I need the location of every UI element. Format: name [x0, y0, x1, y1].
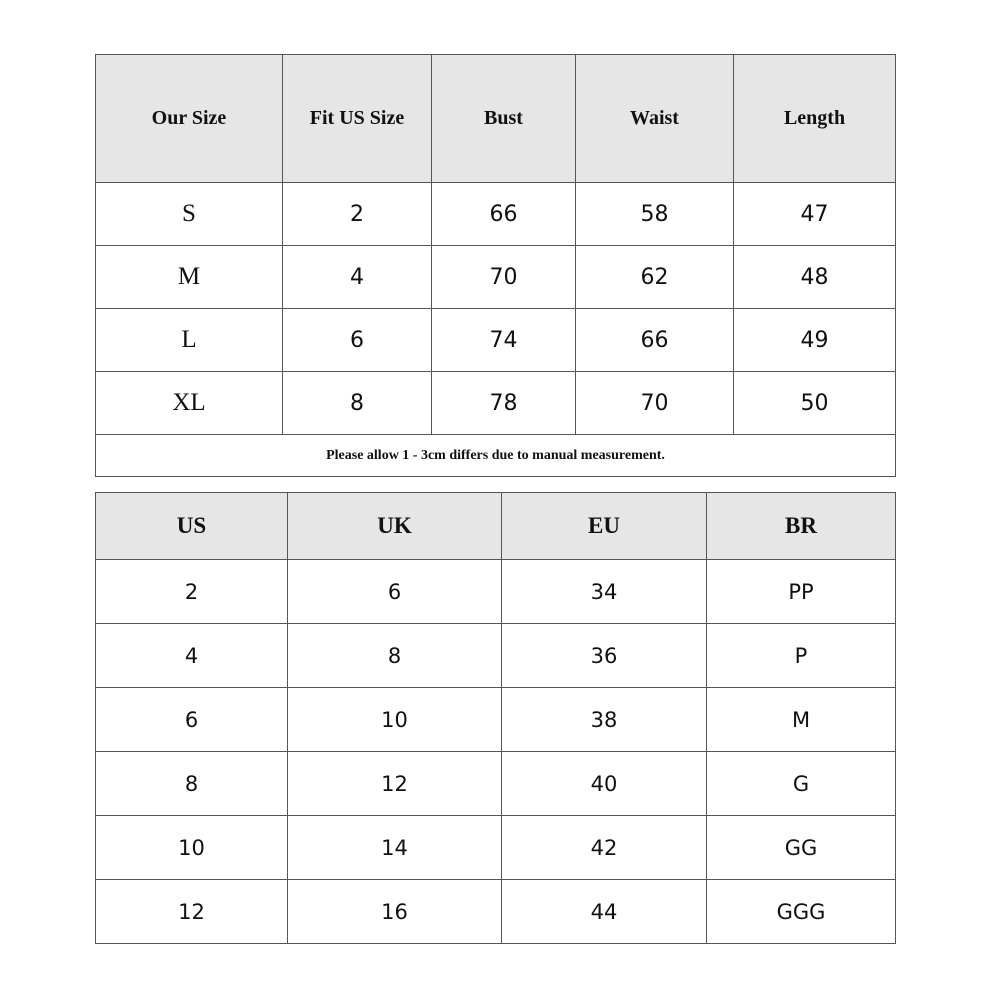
us-size-cell: 8 [96, 752, 288, 816]
conversion-header-row [96, 493, 896, 560]
us-size-cell: 4 [96, 624, 288, 688]
eu-size-cell: 34 [502, 560, 707, 624]
table-row [96, 309, 896, 372]
uk-size-cell: 14 [288, 816, 502, 880]
table-row [96, 560, 896, 624]
table-row [96, 816, 896, 880]
fit-us-size-cell: 4 [283, 246, 432, 309]
table-row [96, 688, 896, 752]
br-size-cell: M [707, 688, 896, 752]
eu-size-cell: 42 [502, 816, 707, 880]
us-size-cell: 2 [96, 560, 288, 624]
bust-cell: 78 [432, 372, 576, 435]
fit-us-size-cell: 8 [283, 372, 432, 435]
size-chart-table [95, 54, 896, 477]
table-row [96, 183, 896, 246]
header-uk: UK [288, 493, 502, 560]
waist-cell: 62 [576, 246, 734, 309]
size-conversion-table [95, 492, 896, 944]
eu-size-cell: 40 [502, 752, 707, 816]
us-size-cell: 12 [96, 880, 288, 944]
header-eu: EU [502, 493, 707, 560]
table-row [96, 246, 896, 309]
size-chart-header-row [96, 55, 896, 183]
header-our-size: Our Size [96, 55, 283, 183]
eu-size-cell: 44 [502, 880, 707, 944]
table-row [96, 372, 896, 435]
length-cell: 49 [734, 309, 896, 372]
header-us: US [96, 493, 288, 560]
length-cell: 47 [734, 183, 896, 246]
br-size-cell: G [707, 752, 896, 816]
uk-size-cell: 12 [288, 752, 502, 816]
waist-cell: 70 [576, 372, 734, 435]
br-size-cell: GGG [707, 880, 896, 944]
note-row [96, 435, 896, 477]
length-cell: 50 [734, 372, 896, 435]
waist-cell: 58 [576, 183, 734, 246]
uk-size-cell: 10 [288, 688, 502, 752]
waist-cell: 66 [576, 309, 734, 372]
uk-size-cell: 8 [288, 624, 502, 688]
our-size-cell: M [96, 246, 283, 309]
table-row [96, 880, 896, 944]
our-size-cell: S [96, 183, 283, 246]
fit-us-size-cell: 2 [283, 183, 432, 246]
bust-cell: 66 [432, 183, 576, 246]
our-size-cell: L [96, 309, 283, 372]
br-size-cell: PP [707, 560, 896, 624]
br-size-cell: P [707, 624, 896, 688]
us-size-cell: 6 [96, 688, 288, 752]
table-row [96, 752, 896, 816]
bust-cell: 74 [432, 309, 576, 372]
measurement-note: Please allow 1 - 3cm differs due to manual measurement. [96, 435, 896, 477]
us-size-cell: 10 [96, 816, 288, 880]
header-bust: Bust [432, 55, 576, 183]
bust-cell: 70 [432, 246, 576, 309]
header-length: Length [734, 55, 896, 183]
eu-size-cell: 38 [502, 688, 707, 752]
header-waist: Waist [576, 55, 734, 183]
length-cell: 48 [734, 246, 896, 309]
table-row [96, 624, 896, 688]
header-br: BR [707, 493, 896, 560]
uk-size-cell: 6 [288, 560, 502, 624]
fit-us-size-cell: 6 [283, 309, 432, 372]
header-fit-us-size: Fit US Size [283, 55, 432, 183]
br-size-cell: GG [707, 816, 896, 880]
uk-size-cell: 16 [288, 880, 502, 944]
our-size-cell: XL [96, 372, 283, 435]
eu-size-cell: 36 [502, 624, 707, 688]
